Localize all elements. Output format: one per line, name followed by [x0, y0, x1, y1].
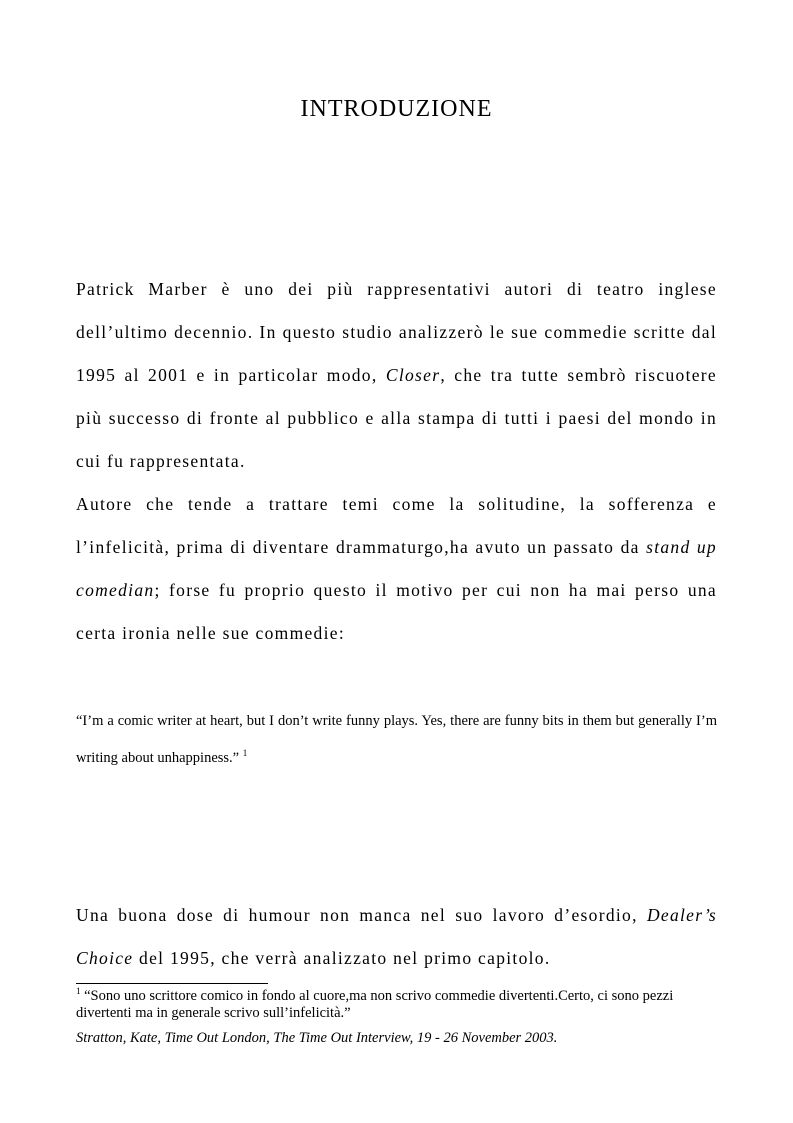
footnote-text: “Sono uno scrittore comico in fondo al cuore,ma non scrivo commedie divertenti.Certo, ci sono pezzi divertenti ma in generale scrivo sull’infelicità.” — [76, 988, 674, 1021]
play-title-dealers-choice: Dealer’s Choice — [76, 905, 717, 968]
paragraph-intro — [76, 268, 717, 483]
paragraph-intro-text-2: , che tra tutte sembrò riscuotere più successo di fronte al pubblico e alla stampa di tutti i paesi del mondo in cui fu rappresentata. — [76, 365, 717, 471]
paragraph-author — [76, 483, 717, 655]
paragraph-author-text-2: ; forse fu proprio questo il motivo per cui non ha mai perso una certa ironia nelle sue commedie: — [76, 580, 717, 643]
paragraph-author-text-1: Autore che tende a trattare temi come la solitudine, la sofferenza e l’infelicità, prima di diventare drammaturgo,ha avuto un passato da — [76, 494, 717, 557]
page-title: INTRODUZIONE — [300, 96, 493, 122]
footnote-separator — [76, 983, 268, 984]
paragraph-debut-text-1: Una buona dose di humour non manca nel suo lavoro d’esordio, — [76, 905, 647, 925]
paragraph-debut — [76, 894, 717, 980]
paragraph-intro-text-1: Patrick Marber è uno dei più rappresentativi autori di teatro inglese dell’ultimo decennio. In questo studio analizzerò le sue commedie scritte dal 1995 al 2001 e in particolar modo, — [76, 279, 717, 385]
play-title-closer: Closer — [385, 365, 441, 385]
footnote-number: 1 — [76, 986, 81, 997]
paragraph-debut-text-2: del 1995, che verrà analizzato nel primo capitolo. — [133, 948, 551, 968]
footnote-citation: Stratton, Kate, Time Out London, The Time Out Interview, 19 - 26 November 2003. — [76, 1030, 558, 1046]
stand-up-comedian-term: stand up comedian — [76, 537, 717, 600]
footnote — [76, 988, 717, 1022]
quote-text: “I’m a comic writer at heart, but I don’t write funny plays. Yes, there are funny bits in them but generally I’m writing about unhappiness.” — [76, 713, 717, 766]
footnote-reference[interactable]: 1 — [242, 748, 248, 759]
block-quote — [76, 703, 717, 777]
